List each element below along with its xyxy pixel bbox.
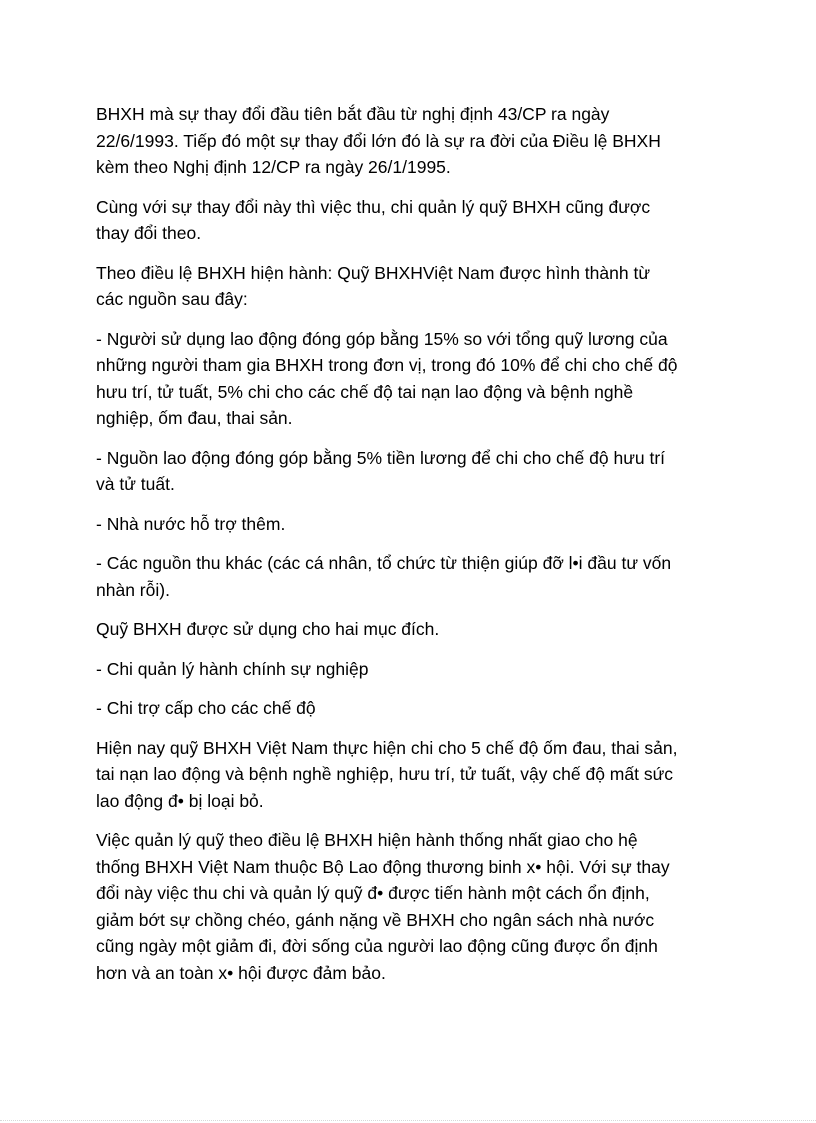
- paragraph-decree-history: BHXH mà sự thay đổi đầu tiên bắt đầu từ nghị định 43/CP ra ngày 22/6/1993. Tiếp đó một sự thay đổi lớn đó là sự ra đời của Điều lệ BHXH kèm theo Nghị định 12/CP ra ngày 26/1/1995.: [96, 104, 661, 177]
- paragraph-fund-purposes: Quỹ BHXH được sử dụng cho hai mục đích.: [96, 619, 440, 639]
- list-item-admin-spending: - Chi quản lý hành chính sự nghiệp: [96, 658, 369, 679]
- list-item-benefit-spending: - Chi trợ cấp cho các chế độ: [96, 698, 316, 718]
- list-item-employer-contribution: - Người sử dụng lao động đóng góp bằng 15% so với tổng quỹ lương của những người tham gia BHXH trong đơn vị, trong đó 10% để chi cho chế độ hưu trí, tử tuất, 5% chi cho các chế độ tai nạn lao động và bệnh nghề nghiệp, ốm đau, thai sản.: [96, 328, 678, 428]
- paragraph-current-regimes: Hiện nay quỹ BHXH Việt Nam thực hiện chi cho 5 chế độ ốm đau, thai sản, tai nạn lao động và bệnh nghề nghiệp, hưu trí, tử tuất, vậy chế độ mất sức lao động đ• bị loại bỏ.: [96, 737, 678, 811]
- paragraph-fund-management: Việc quản lý quỹ theo điều lệ BHXH hiện hành thống nhất giao cho hệ thống BHXH Việt Nam thuộc Bộ Lao động thương binh x• hội. Với sự thay đổi này việc thu chi và quản lý quỹ đ• được tiến hành một cách ổn định, giảm bớt sự chồng chéo, gánh nặng về BHXH cho ngân sách nhà nước cũng ngày một giảm đi, đời sống của người lao động cũng được ổn định hơn và an toàn x• hội được đảm bảo.: [96, 830, 670, 983]
- paragraph-fund-sources-intro: Theo điều lệ BHXH hiện hành: Quỹ BHXHViệt Nam được hình thành từ các nguồn sau đây:: [96, 262, 651, 309]
- paragraph-fund-change: Cùng với sự thay đổi này thì việc thu, chi quản lý quỹ BHXH cũng được thay đổi theo.: [96, 196, 651, 243]
- list-item-state-support: - Nhà nước hỗ trợ thêm.: [96, 513, 286, 534]
- page-bottom-edge: [0, 1120, 816, 1121]
- document-body: [96, 101, 726, 999]
- list-item-employee-contribution: - Nguồn lao động đóng góp bằng 5% tiền lương để chi cho chế độ hưu trí và tử tuất.: [96, 447, 666, 494]
- list-item-other-sources: - Các nguồn thu khác (các cá nhân, tổ chức từ thiện giúp đỡ l•i đầu tư vốn nhàn rỗi).: [96, 553, 672, 600]
